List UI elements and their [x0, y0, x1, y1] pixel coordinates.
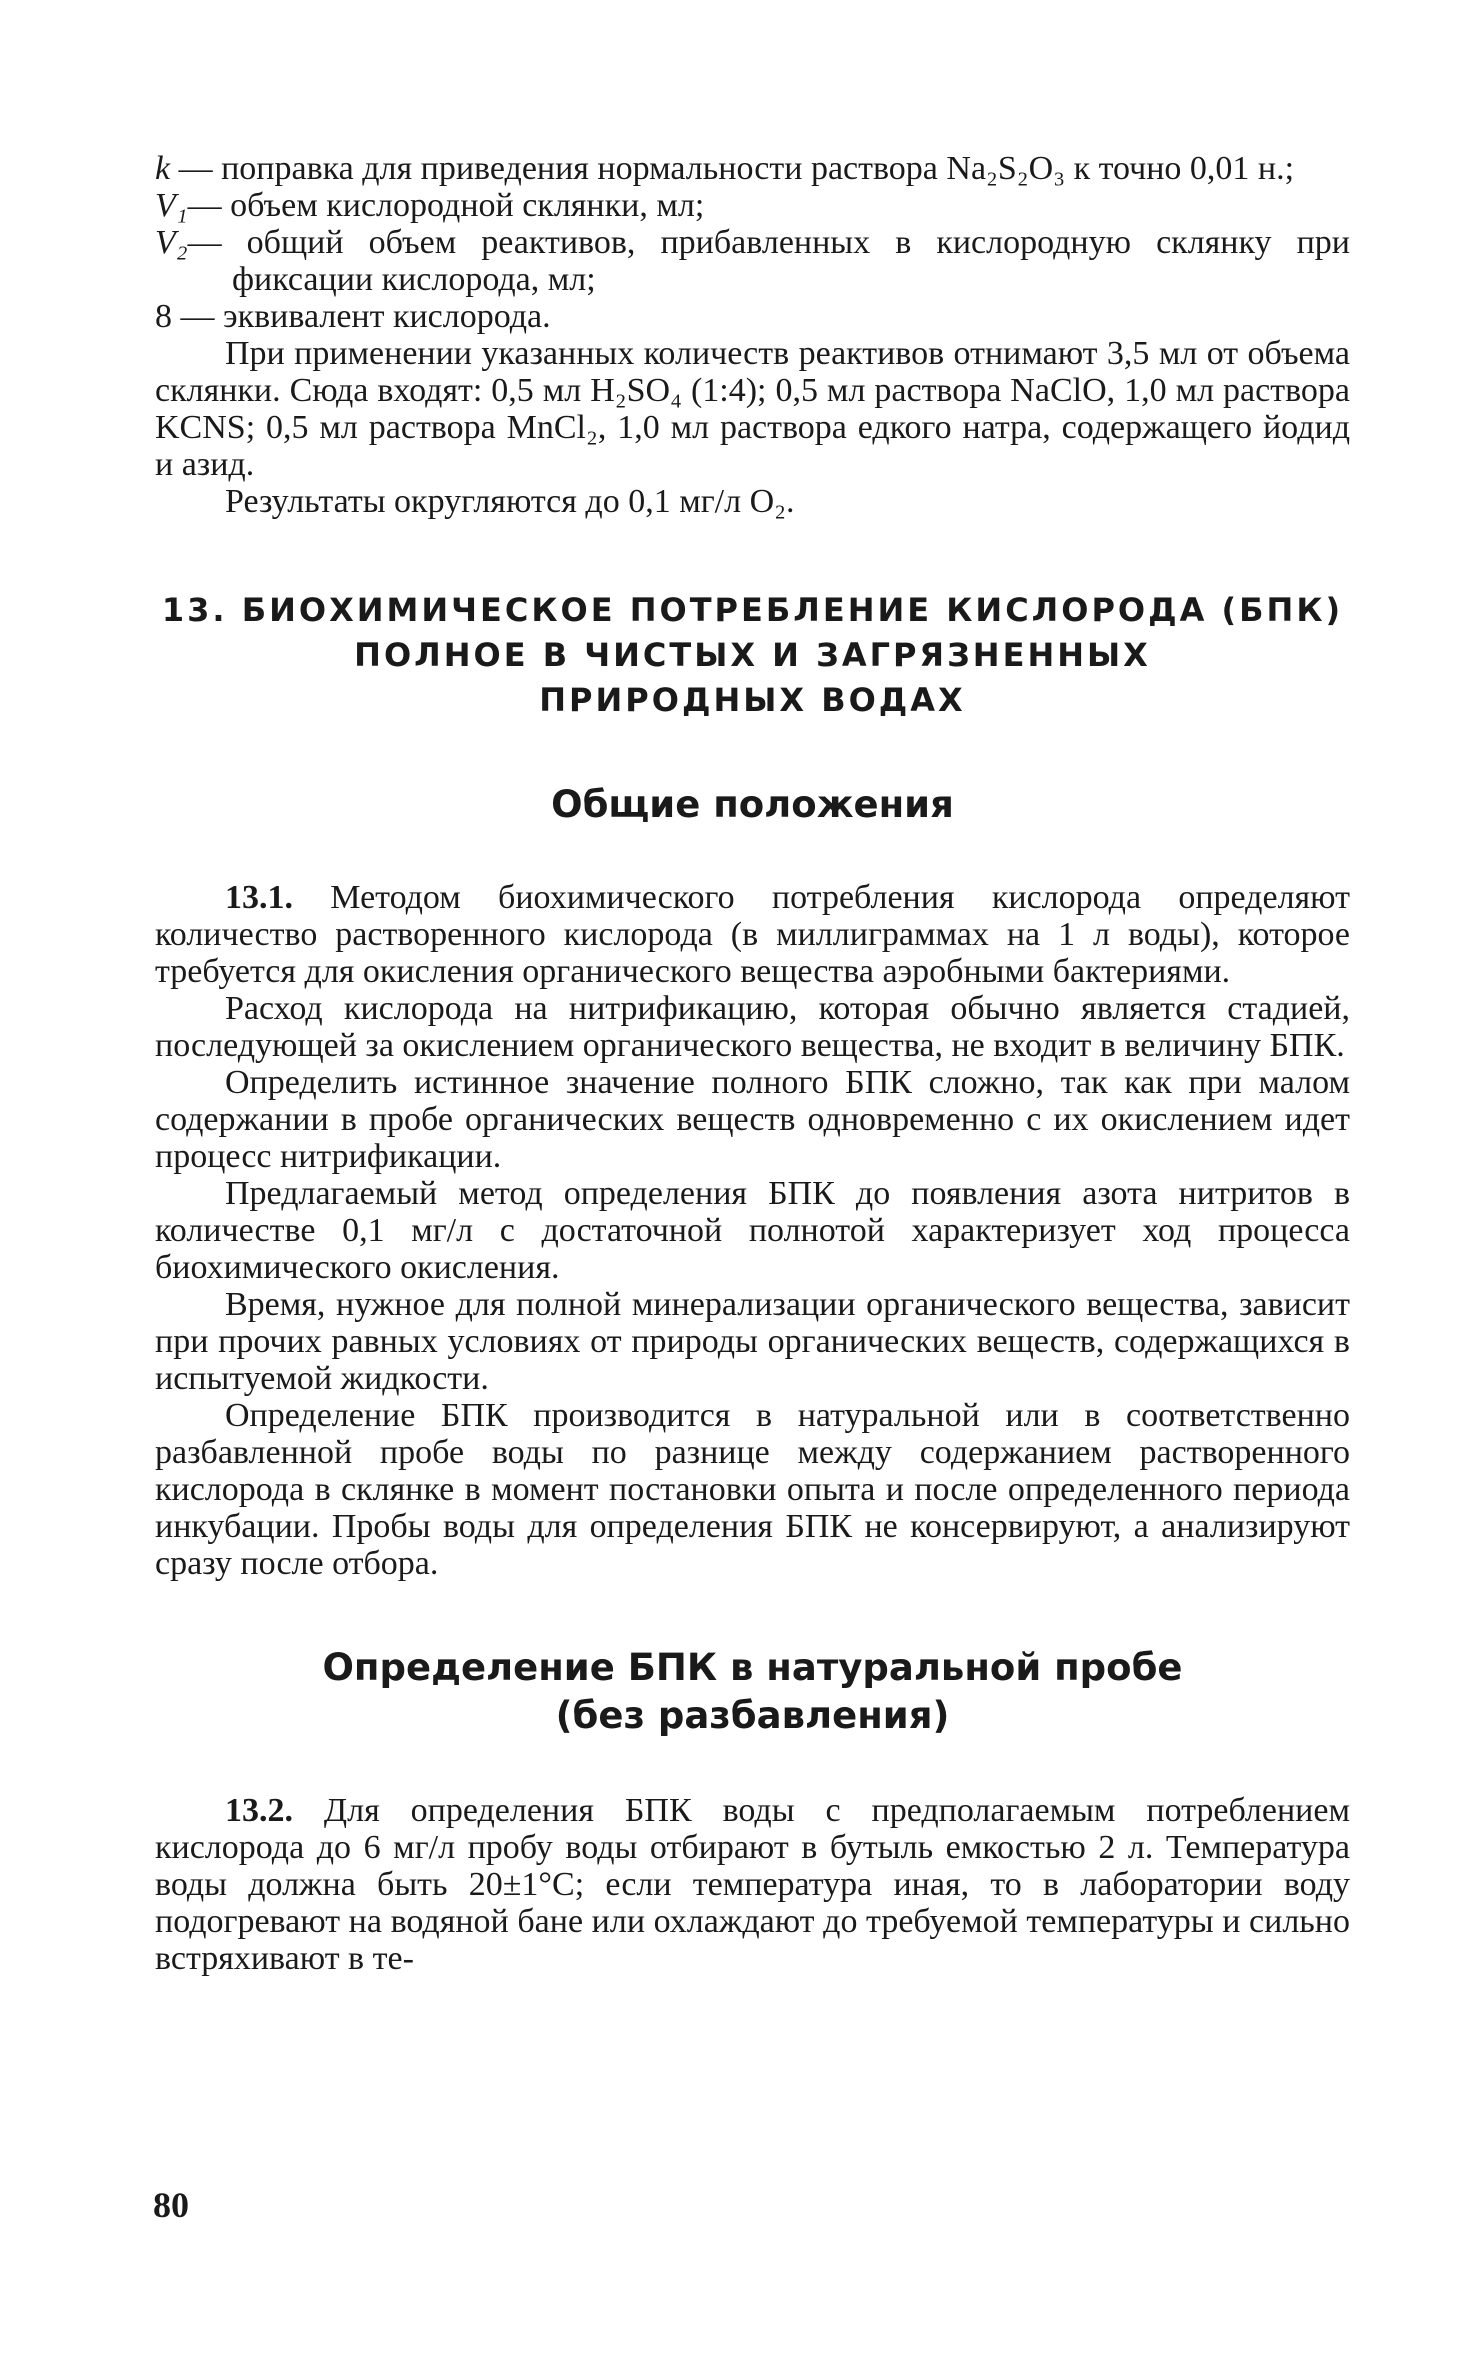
- paragraph: Время, нужное для полной минерализации органического вещества, зависит при прочих равных условиях от природы органических веществ, содержащихся в испытуемой жидкости.: [155, 1286, 1350, 1397]
- legend-symbol: 8: [155, 298, 172, 335]
- paragraph: Расход кислорода на нитрификацию, которая обычно является стадией, последующей за окислением органического вещества, не входит в величину БПК.: [155, 990, 1350, 1064]
- clause-number: 13.2.: [225, 1792, 293, 1829]
- subsection-heading-line: Определение БПК в натуральной пробе: [322, 1646, 1183, 1689]
- legend-item: [155, 224, 1350, 298]
- section-title: [155, 588, 1350, 723]
- paragraph: Результаты округляются до 0,1 мг/л O₂.: [225, 483, 795, 520]
- legend-item: [155, 187, 1350, 224]
- legend-text: — общий объем реактивов, прибавленных в кислородную склянку при фиксации кислорода, мл;: [187, 224, 1350, 298]
- formula-legend: [155, 150, 1350, 335]
- legend-symbol: V₁: [155, 187, 188, 224]
- paragraph-13-2: [155, 1792, 1350, 1977]
- subsection-heading-general: Общие положения: [551, 783, 954, 826]
- section-title-line: ПРИРОДНЫХ ВОДАХ: [539, 681, 966, 719]
- legend-symbol: V₂: [155, 224, 188, 261]
- paragraph: Определить истинное значение полного БПК сложно, так как при малом содержании в пробе органических веществ одновременно с их окислением идет процесс нитрификации.: [155, 1064, 1350, 1175]
- page-number: 80: [153, 2185, 189, 2225]
- legend-symbol: k: [155, 150, 171, 187]
- clause-text: Для определения БПК воды с предполагаемым потреблением кислорода до 6 мг/л пробу воды отбирают в бутыль емкостью 2 л. Температура воды должна быть 20±1°С; если температура иная, то в лаборатории воду подогревают на водяной бане или охлаждают до требуемой температуры и сильно встряхивают в те-: [155, 1792, 1350, 1977]
- legend-item: [155, 298, 1350, 335]
- legend-text: — поправка для приведения нормальности раствора Na₂S₂O₃ к точно 0,01 н.;: [170, 150, 1295, 187]
- subsection-heading-line: (без разбавления): [555, 1694, 950, 1737]
- paragraph: При применении указанных количеств реактивов отнимают 3,5 мл от объема склянки. Сюда входят: 0,5 мл H₂SO₄ (1:4); 0,5 мл раствора NaClO, 1,0 мл раствора KCNS; 0,5 мл раствора MnCl₂, 1,0 мл раствора едкого натра, содержащего йодид и азид.: [155, 335, 1350, 483]
- subsection-heading-natural: [155, 1644, 1350, 1740]
- section-title-line: ПОЛНОЕ В ЧИСТЫХ И ЗАГРЯЗНЕННЫХ: [354, 636, 1151, 674]
- page-body: [155, 150, 1350, 1977]
- paragraph-13-1: [155, 879, 1350, 990]
- clause-text: Методом биохимического потребления кислорода определяют количество растворенного кислорода (в миллиграммах на 1 л воды), которое требуется для окисления органического вещества аэробными бактериями.: [155, 879, 1350, 990]
- legend-text: — эквивалент кислорода.: [172, 298, 551, 335]
- paragraph: Предлагаемый метод определения БПК до появления азота нитритов в количестве 0,1 мг/л с достаточной полнотой характеризует ход процесса биохимического окисления.: [155, 1175, 1350, 1286]
- paragraph: Определение БПК производится в натуральной или в соответственно разбавленной пробе воды по разнице между содержанием растворенного кислорода в склянке в момент постановки опыта и после определенного периода инкубации. Пробы воды для определения БПК не консервируют, а анализируют сразу после отбора.: [155, 1397, 1350, 1582]
- legend-text: — объем кислородной склянки, мл;: [187, 187, 705, 224]
- clause-number: 13.1.: [225, 879, 293, 916]
- section-title-line: 13. БИОХИМИЧЕСКОЕ ПОТРЕБЛЕНИЕ КИСЛОРОДА (БПК): [161, 591, 1344, 629]
- legend-item: [155, 150, 1350, 187]
